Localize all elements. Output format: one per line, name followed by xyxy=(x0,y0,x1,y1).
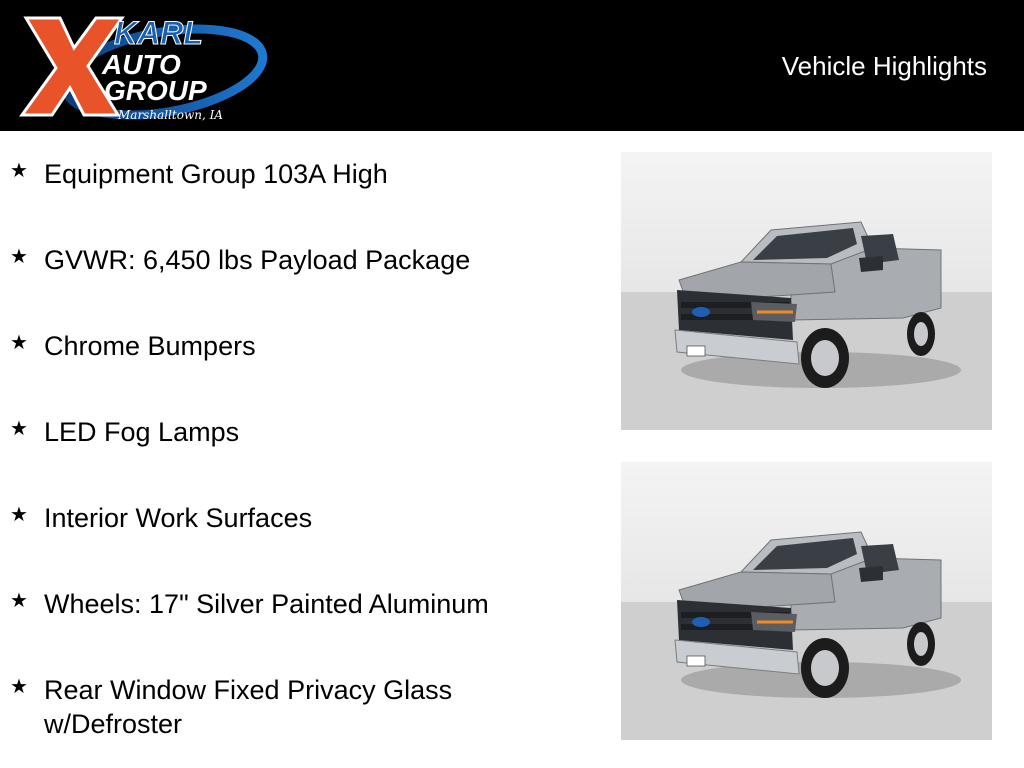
star-icon: ★ xyxy=(10,246,28,268)
svg-text:AUTO: AUTO xyxy=(102,49,181,80)
highlight-label: Wheels: 17" Silver Painted Aluminum xyxy=(44,589,489,619)
pickup-truck-image xyxy=(621,462,992,740)
header-bar xyxy=(0,0,1024,131)
svg-text:KARL: KARL xyxy=(114,15,203,51)
highlight-label: Interior Work Surfaces xyxy=(44,503,313,533)
star-icon: ★ xyxy=(10,332,28,354)
karl-auto-group-logo xyxy=(18,10,270,125)
highlight-label: LED Fog Lamps xyxy=(44,417,240,447)
vehicle-photo xyxy=(621,462,992,740)
highlight-label: Rear Window Fixed Privacy Glass w/Defroster xyxy=(44,675,453,739)
vehicle-photo xyxy=(621,152,992,430)
highlights-list xyxy=(0,131,600,768)
pickup-truck-image xyxy=(621,152,992,430)
star-icon: ★ xyxy=(10,590,28,612)
highlight-label: Chrome Bumpers xyxy=(44,331,256,361)
star-icon: ★ xyxy=(10,676,28,698)
highlight-label: Equipment Group 103A High xyxy=(44,159,388,189)
svg-text:GROUP: GROUP xyxy=(104,75,207,106)
highlight-label: GVWR: 6,450 lbs Payload Package xyxy=(44,245,471,275)
svg-text:Marshalltown, IA: Marshalltown, IA xyxy=(118,108,223,122)
star-icon: ★ xyxy=(10,160,28,182)
page-title: Vehicle Highlights xyxy=(781,51,987,81)
star-icon: ★ xyxy=(10,418,28,440)
star-icon: ★ xyxy=(10,504,28,526)
